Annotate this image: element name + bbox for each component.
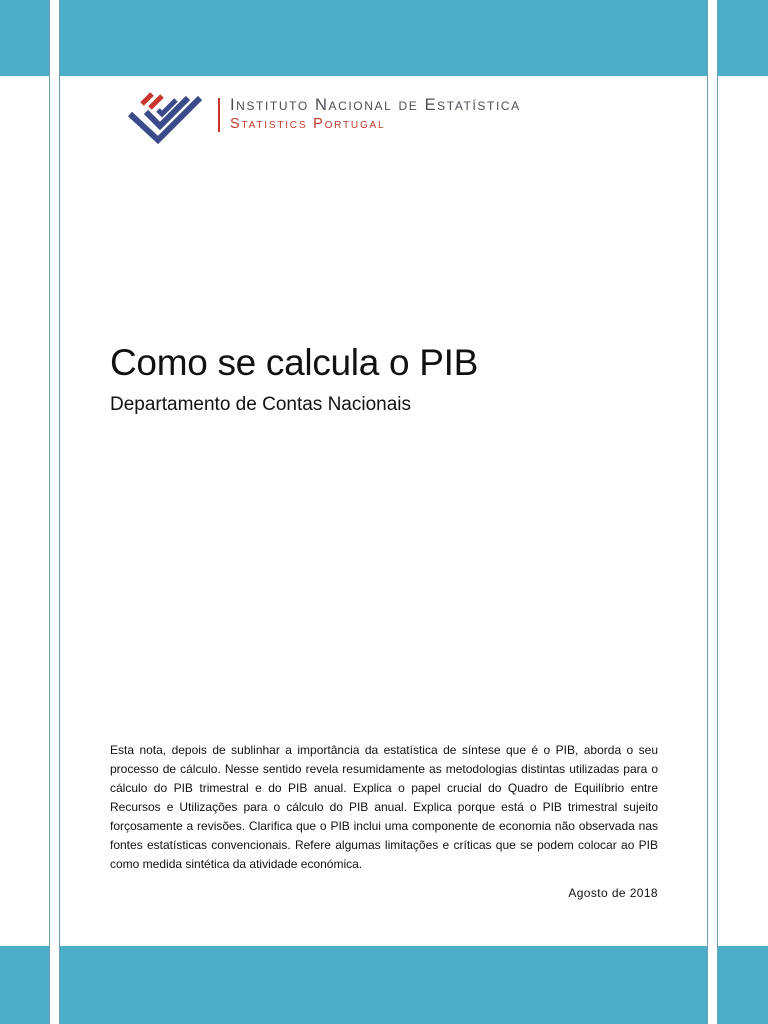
ine-checkmark-logo-icon [124, 90, 214, 146]
frame-line-left-inner [59, 0, 60, 1024]
publication-date: Agosto de 2018 [568, 886, 658, 900]
organization-name: Instituto Nacional de Estatística [230, 96, 521, 114]
logo-separator [218, 98, 220, 132]
bottom-right-band [718, 946, 768, 1024]
top-center-band [60, 0, 707, 76]
top-left-band [0, 0, 49, 76]
frame-line-left-outer [49, 0, 50, 1024]
bottom-center-band [60, 946, 707, 1024]
top-right-band [718, 0, 768, 76]
institution-logo [124, 90, 644, 146]
frame-line-right-inner [707, 0, 708, 1024]
document-title: Como se calcula o PIB [110, 342, 478, 383]
organization-subtitle: Statistics Portugal [230, 116, 386, 132]
frame-line-right-outer [717, 0, 718, 1024]
bottom-left-band [0, 946, 49, 1024]
abstract-paragraph: Esta nota, depois de sublinhar a importância da estatística de síntese que é o PIB, aborda o seu processo de cálculo. Nesse sentido revela resumidamente as metodologias distintas utilizadas para o cálculo do PIB trimestral e do PIB anual. Explica o papel crucial do Quadro de Equilíbrio entre Recursos e Utilizações para o cálculo do PIB anual. Explica porque está o PIB trimestral sujeito forçosamente a revisões. Clarifica que o PIB inclui uma componente de economia não observada nas fontes estatísticas convencionais. Refere algumas limitações e críticas que se podem colocar ao PIB como medida sintética da atividade económica. [110, 743, 658, 871]
document-subtitle: Departamento de Contas Nacionais [110, 394, 412, 415]
